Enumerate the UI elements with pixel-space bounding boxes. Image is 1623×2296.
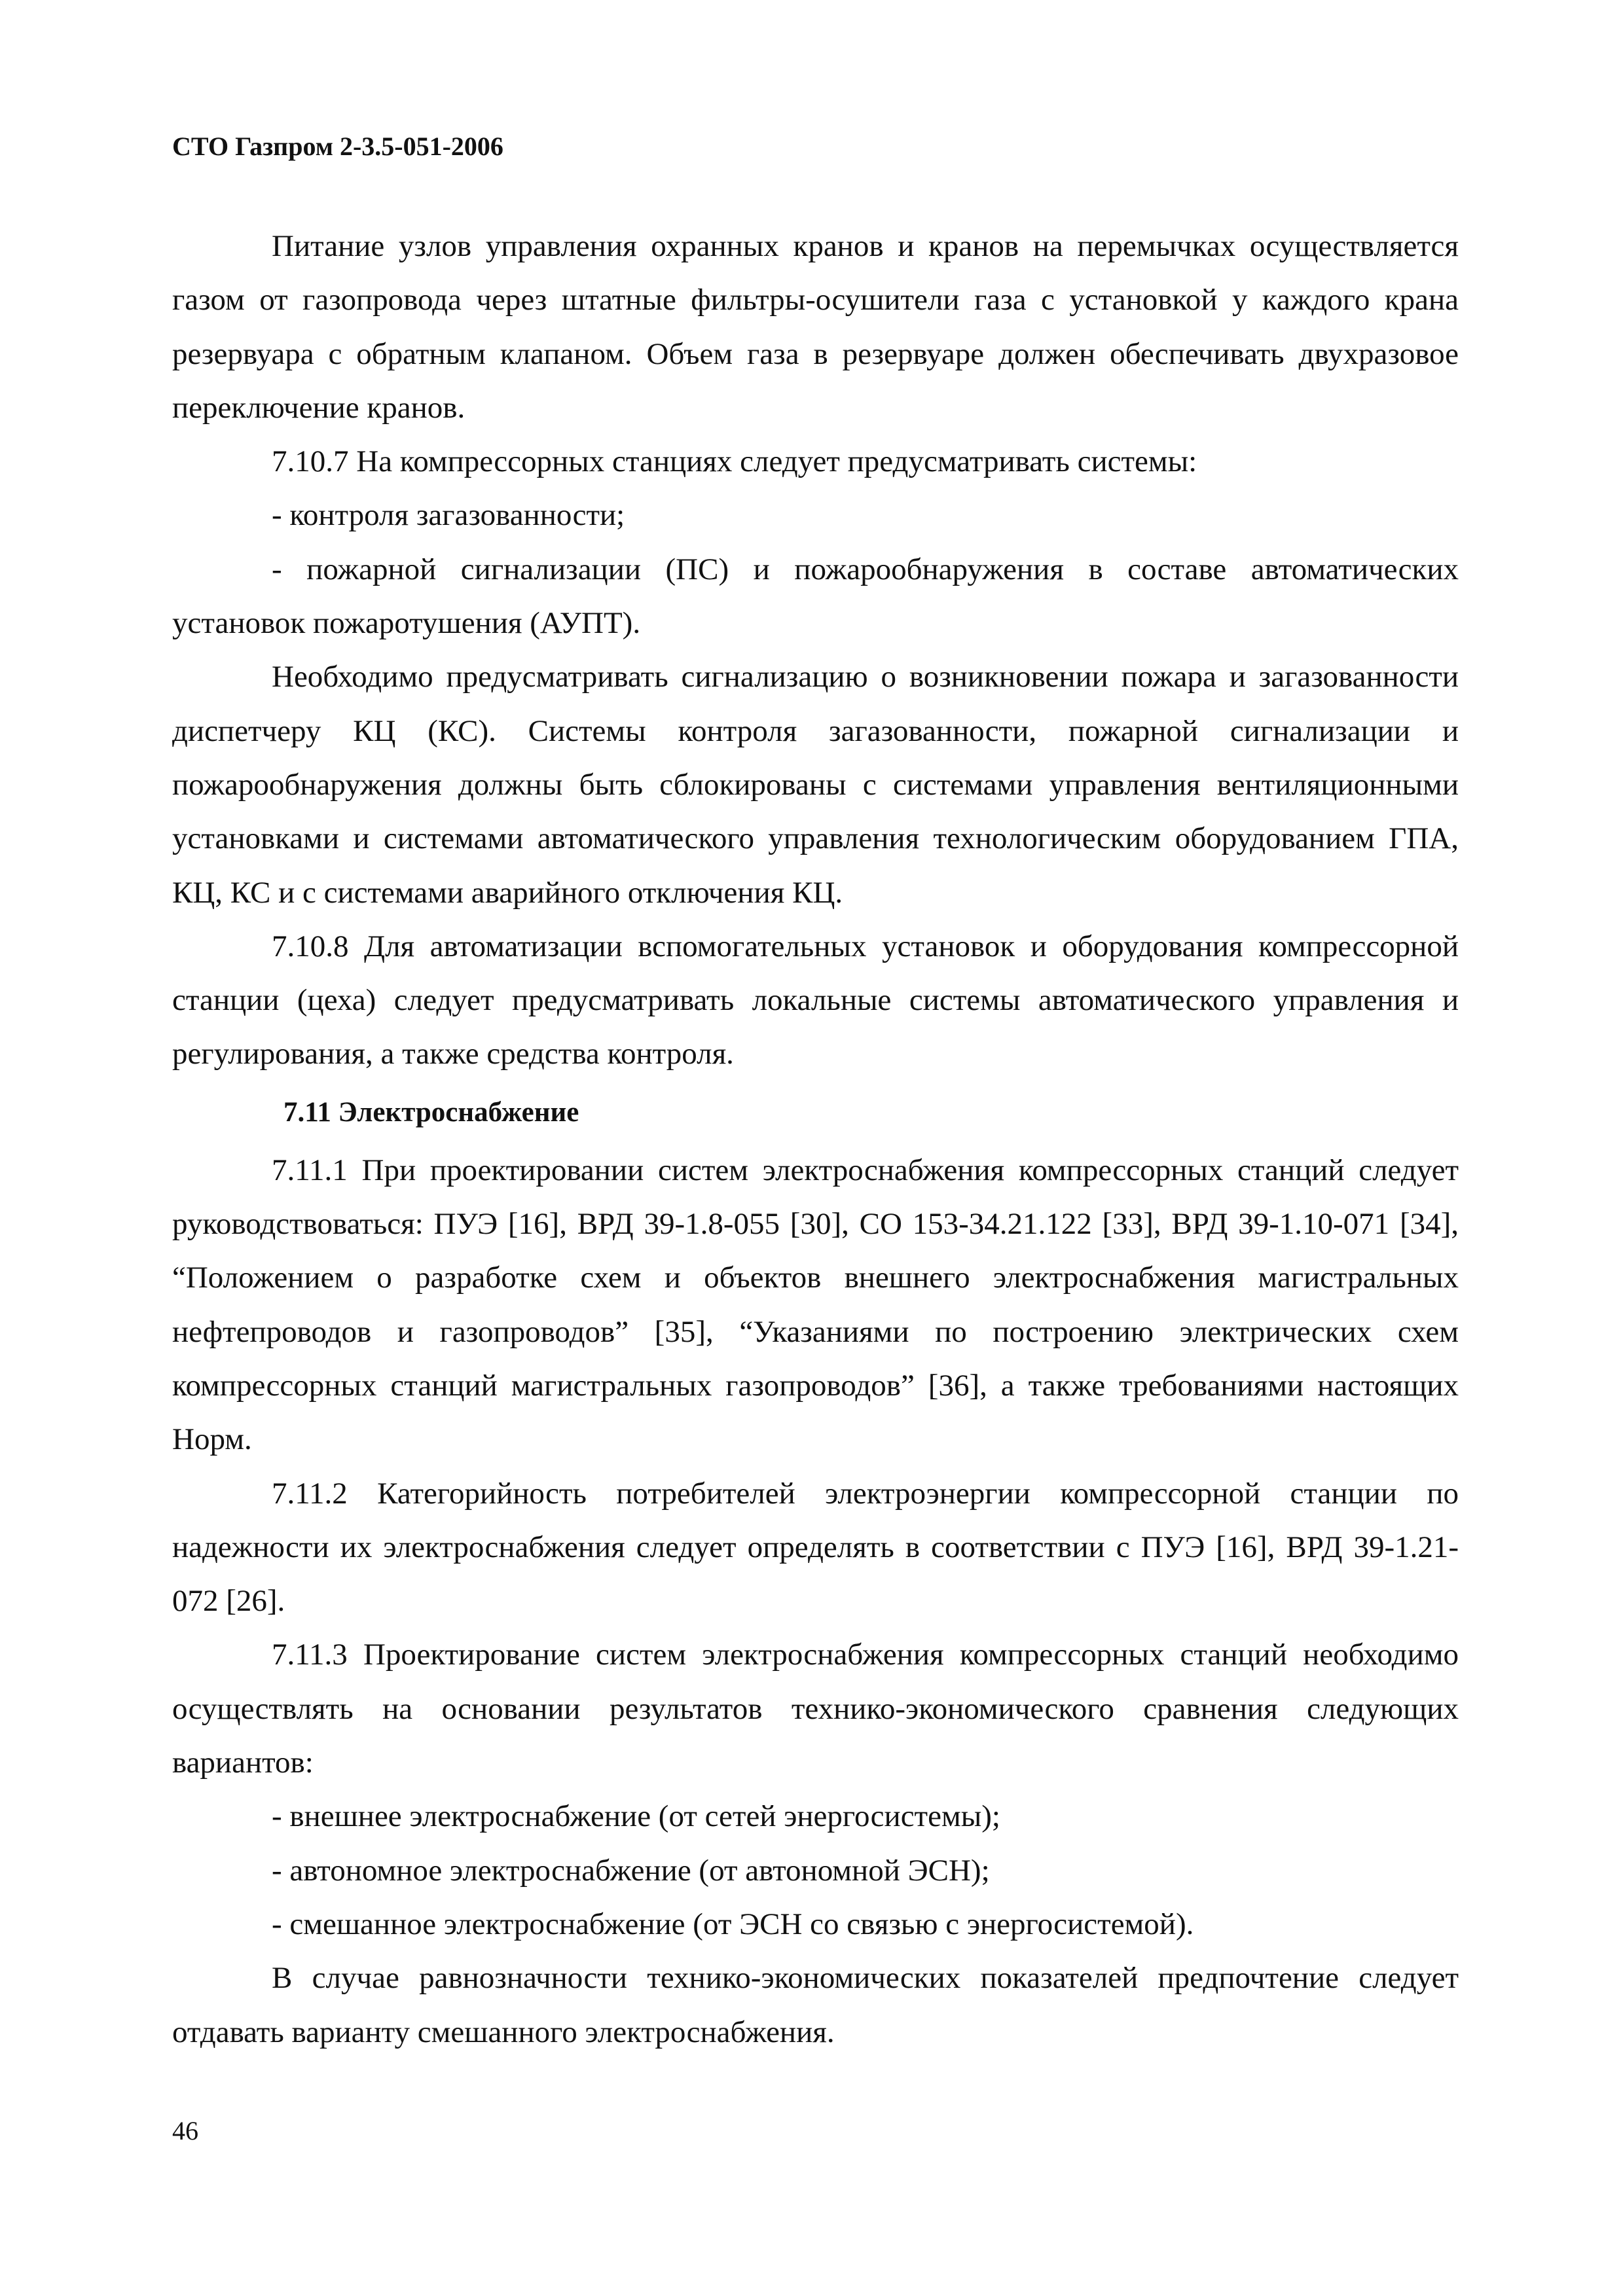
list-item-fire-alarm: - пожарной сигнализации (ПС) и пожарообнаружения в составе автоматических установок пожаротушения (АУПТ). xyxy=(172,552,1459,641)
list-item-external-supply: - внешнее электроснабжение (от сетей энергосистемы); xyxy=(272,1799,1000,1834)
section-heading-7-11: 7.11 Электроснабжение xyxy=(283,1096,579,1128)
paragraph-7-11-3: 7.11.3 Проектирование систем электроснабжения компрессорных станций необходимо осуществлять на основании результатов технико-экономического сравнения следующих вариантов: xyxy=(172,1638,1459,1780)
list-item-gas-control: - контроля загазованности; xyxy=(272,498,625,533)
paragraph-power-supply: Питание узлов управления охранных кранов и кранов на перемычках осуществляется газом от газопровода через штатные фильтры-осушители газа с установкой у каждого крана резервуара с обратным клапаном. Объем газа в резервуаре должен обеспечивать двухразовое переключение кранов. xyxy=(172,229,1459,425)
list-item-mixed-supply: - смешанное электроснабжение (от ЭСН со связью с энергосистемой). xyxy=(272,1907,1194,1941)
paragraph-7-11-2: 7.11.2 Категорийность потребителей электроэнергии компрессорной станции по надежности их электроснабжения следует определять в соответствии с ПУЭ [16], ВРД 39-1.21-072 [26]. xyxy=(172,1476,1459,1619)
paragraph-preference: В случае равнозначности технико-экономических показателей предпочтение следует отдавать варианту смешанного электроснабжения. xyxy=(172,1961,1459,2049)
paragraph-7-11-1: 7.11.1 При проектировании систем электроснабжения компрессорных станций следует руководствоваться: ПУЭ [16], ВРД 39-1.8-055 [30], СО 153-34.21.122 [33], ВРД 39-1.10-071 [34], “Положением о разработке схем и объектов внешнего электроснабжения магистральных нефтепроводов и газопроводов” [35], “Указаниями по построению электрических схем компрессорных станций магистральных газопроводов” [36], а также требованиями настоящих Норм. xyxy=(172,1153,1459,1457)
page-number: 46 xyxy=(172,2116,198,2145)
paragraph-7-10-7: 7.10.7 На компрессорных станциях следует предусматривать системы: xyxy=(272,444,1197,479)
paragraph-alarm-requirements: Необходимо предусматривать сигнализацию о возникновении пожара и загазованности диспетчеру КЦ (КС). Системы контроля загазованности, пожарной сигнализации и пожарообнаружения должны быть сблокированы с системами управления вентиляционными установками и системами автоматического управления технологическим оборудованием ГПА, КЦ, КС и с системами аварийного отключения КЦ. xyxy=(172,660,1459,910)
page-body xyxy=(172,219,1459,2059)
document-header: СТО Газпром 2-3.5-051-2006 xyxy=(172,132,503,161)
paragraph-7-10-8: 7.10.8 Для автоматизации вспомогательных установок и оборудования компрессорной станции (цеха) следует предусматривать локальные системы автоматического управления и регулирования, а также средства контроля. xyxy=(172,929,1459,1071)
list-item-autonomous-supply: - автономное электроснабжение (от автономной ЭСН); xyxy=(272,1853,990,1888)
